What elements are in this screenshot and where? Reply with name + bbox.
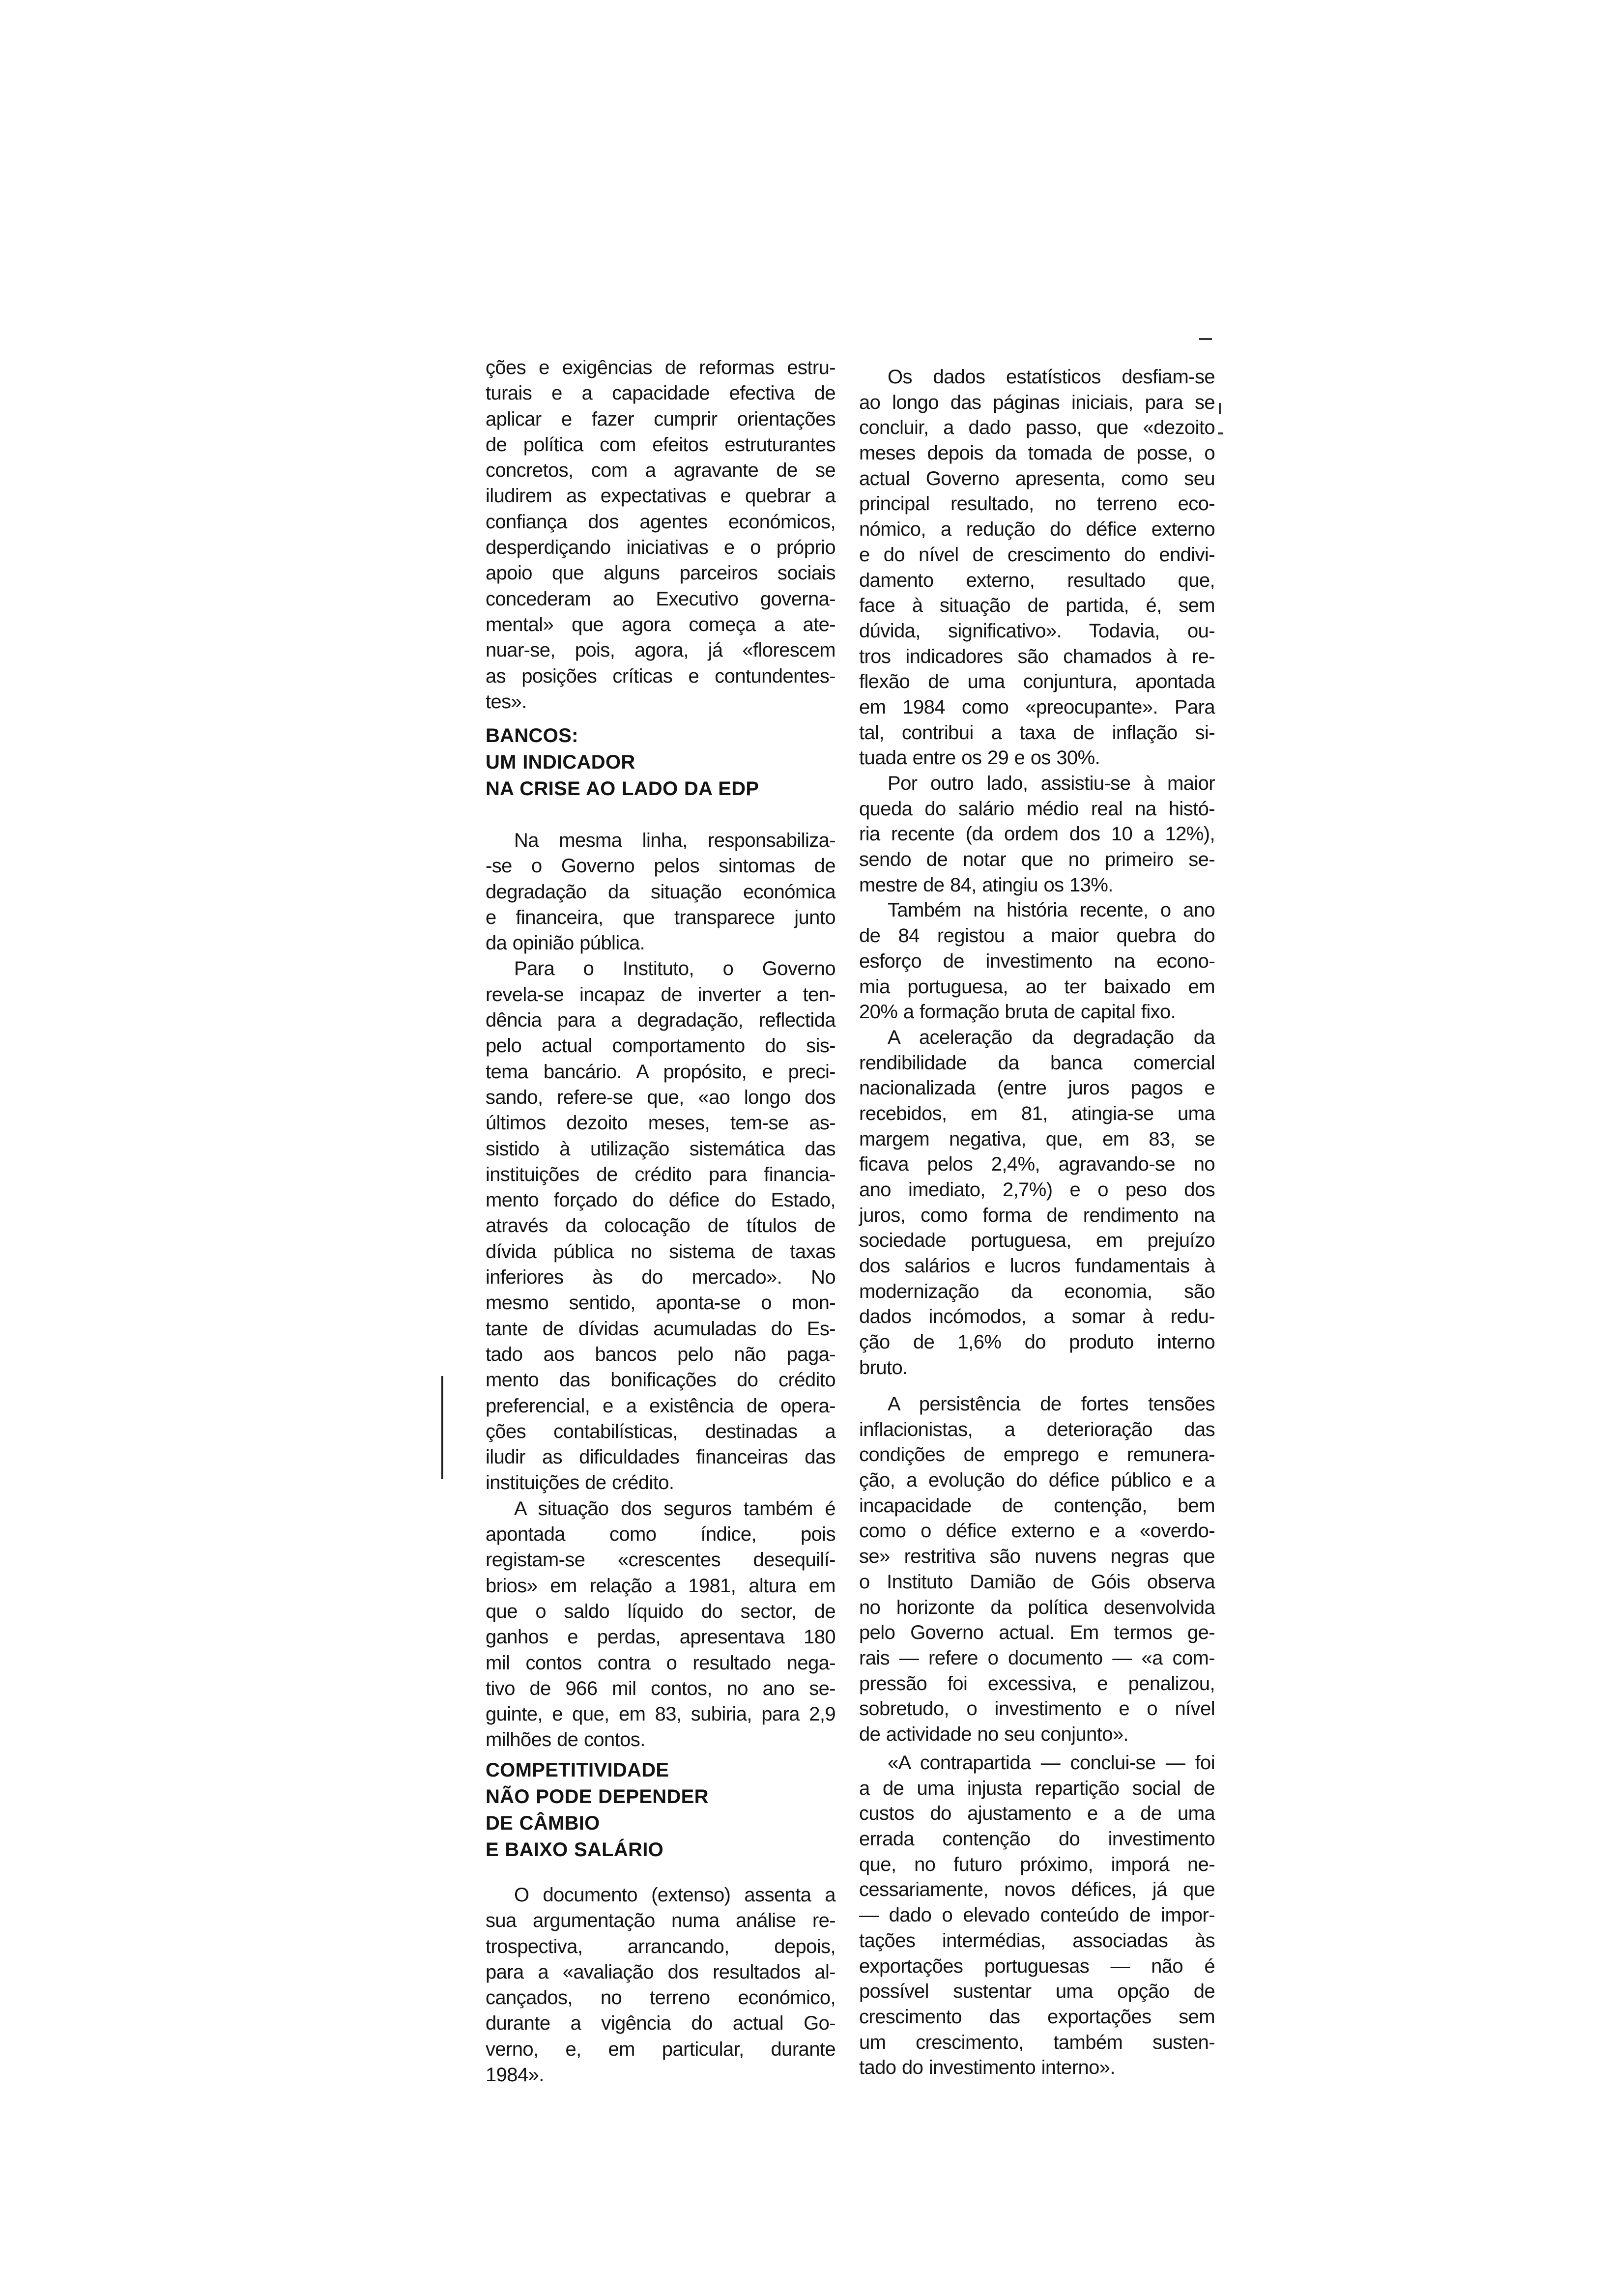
right-column-block-1 (859, 365, 1215, 1381)
text-line: O documento (extenso) assenta a (514, 1884, 835, 1906)
text-line: 1984». (486, 2064, 544, 2086)
text-line: exportações portuguesas — não é (859, 1955, 1215, 1977)
text-line: ção, a evolução do défice público e a (859, 1469, 1215, 1492)
text-line: possível sustentar uma opção de (859, 1980, 1215, 2003)
heading-line: E BAIXO SALÁRIO (486, 1839, 664, 1861)
text-line: tado do investimento interno». (859, 2057, 1115, 2079)
text-line: que, no futuro próximo, imporá ne- (859, 1853, 1215, 1875)
text-line: de actividade no seu conjunto». (859, 1723, 1129, 1745)
text-line: aplicar e fazer cumprir orientações (486, 408, 835, 430)
text-line: iludirem as expectativas e quebrar a (486, 485, 835, 507)
text-line: nómico, a redução do défice externo (859, 518, 1215, 541)
text-line: confiança dos agentes económicos, (486, 511, 835, 533)
scan-speck (1219, 403, 1221, 414)
text-line: bruto. (859, 1356, 908, 1378)
text-line: se» restritiva são nuvens negras que (859, 1546, 1215, 1568)
text-line: A situação dos seguros também é (514, 1497, 835, 1520)
text-line: sando, refere-se que, «ao longo dos (486, 1086, 835, 1108)
text-line: guinte, e que, em 83, subiria, para 2,9 (486, 1703, 835, 1725)
text-line: Por outro lado, assistiu-se à maior (888, 773, 1215, 794)
text-line: concluir, a dado passo, que «dezoito (859, 417, 1215, 439)
text-line: preferencial, e a existência de opera- (486, 1395, 835, 1417)
text-line: verno, e, em particular, durante (486, 2038, 835, 2060)
text-line: e do nível de crescimento do endivi- (859, 544, 1215, 566)
text-line: sistido à utilização sistemática das (486, 1138, 835, 1160)
text-line: em 1984 como «preocupante». Para (859, 696, 1215, 718)
text-line: o Instituto Damião de Góis observa (859, 1571, 1215, 1593)
left-column-block-2 (486, 828, 835, 1753)
text-line: ganhos e perdas, apresentava 180 (486, 1626, 835, 1648)
text-line: apoio que alguns parceiros sociais (486, 562, 835, 584)
text-line: de política com efeitos estruturantes (486, 433, 835, 456)
text-line: concretos, com a agravante de se (486, 459, 835, 482)
text-line: ções contabilísticas, destinadas a (486, 1420, 835, 1442)
text-line: turais e a capacidade efectiva de (486, 382, 835, 404)
text-line: tivo de 966 mil contos, no ano se- (486, 1677, 835, 1699)
heading-line: UM INDICADOR (486, 751, 635, 773)
left-column-block-1 (486, 355, 835, 715)
text-line: últimos dezoito meses, tem-se as- (486, 1112, 835, 1134)
right-column-block-2 (859, 1392, 1215, 1748)
text-line: inferiores às do mercado». No (486, 1266, 835, 1289)
text-line: tema bancário. A propósito, e preci- (486, 1061, 835, 1083)
heading-line: NA CRISE AO LADO DA EDP (486, 778, 759, 800)
text-line: Na mesma linha, responsabiliza- (514, 830, 835, 851)
text-line: mesmo sentido, aponta-se o mon- (486, 1292, 835, 1314)
text-line: tuada entre os 29 e os 30%. (859, 747, 1100, 769)
text-line: que o saldo líquido do sector, de (486, 1600, 835, 1622)
heading-line: NÃO PODE DEPENDER (486, 1786, 709, 1808)
text-line: mil contos contra o resultado nega- (486, 1652, 835, 1674)
text-line: ficava pelos 2,4%, agravando-se no (859, 1153, 1215, 1176)
text-line: dúvida, significativo». Todavia, ou- (859, 620, 1215, 642)
text-line: tes». (486, 690, 527, 713)
text-line: durante a vigência do actual Go- (486, 2012, 835, 2035)
text-line: recebidos, em 81, atingia-se uma (859, 1102, 1215, 1124)
text-line: para a «avaliação dos resultados al- (486, 1961, 835, 1983)
text-line: a de uma injusta repartição social de (859, 1777, 1215, 1799)
text-line: -se o Governo pelos sintomas de (486, 855, 835, 877)
text-line: principal resultado, no terreno eco- (859, 493, 1215, 515)
text-line: nacionalizada (entre juros pagos e (859, 1077, 1215, 1099)
text-line: juros, como forma de rendimento na (859, 1204, 1215, 1226)
text-line: meses depois da tomada de posse, o (859, 442, 1215, 464)
text-line: margem negativa, que, em 83, se (859, 1128, 1215, 1150)
text-line: modernização da economia, são (859, 1280, 1215, 1302)
margin-pencil-mark (441, 1376, 443, 1479)
text-line: Para o Instituto, o Governo (514, 958, 835, 980)
text-line: registam-se «crescentes desequilí- (486, 1549, 835, 1571)
section-heading-bancos (486, 722, 835, 802)
left-column-block-3 (486, 1882, 835, 2088)
text-line: desperdiçando iniciativas e o próprio (486, 537, 835, 559)
text-line: instituições de crédito para financia- (486, 1163, 835, 1185)
text-line: como o défice externo e a «overdo- (859, 1520, 1215, 1542)
text-line: iludir as dificuldades financeiras das (486, 1446, 835, 1468)
section-heading-competitividade (486, 1757, 835, 1863)
scan-speck (1218, 432, 1223, 434)
heading-line: BANCOS: (486, 725, 578, 746)
right-column-block-3 (859, 1751, 1215, 2081)
text-line: através da colocação de títulos de (486, 1215, 835, 1237)
text-line: sua argumentação numa análise re- (486, 1910, 835, 1932)
text-line: pelo Governo actual. Em termos ge- (859, 1622, 1215, 1644)
text-line: mia portuguesa, ao ter baixado em (859, 976, 1215, 998)
text-line: inflacionistas, a deterioração das (859, 1418, 1215, 1440)
text-line: ano imediato, 2,7%) e o peso dos (859, 1179, 1215, 1201)
text-line: cessariamente, novos défices, já que (859, 1879, 1215, 1901)
text-line: instituições de crédito. (486, 1472, 674, 1494)
text-line: tros indicadores são chamados à re- (859, 645, 1215, 667)
text-line: concederam ao Executivo governa- (486, 588, 835, 610)
text-line: um crescimento, também susten- (859, 2031, 1215, 2053)
text-line: da opinião pública. (486, 932, 645, 954)
text-line: dência para a degradação, reflectida (486, 1009, 835, 1032)
text-line: mento das bonificações do crédito (486, 1369, 835, 1391)
text-line: mental» que agora começa a ate- (486, 613, 835, 635)
text-line: «A contrapartida — conclui-se — foi (888, 1752, 1215, 1774)
text-line: sendo de notar que no primeiro se- (859, 849, 1215, 871)
text-line: tal, contribui a taxa de inflação si- (859, 721, 1215, 744)
text-line: flexão de uma conjuntura, apontada (859, 671, 1215, 693)
text-line: ao longo das páginas iniciais, para se (859, 391, 1215, 413)
text-line: actual Governo apresenta, como seu (859, 467, 1215, 489)
heading-line: DE CÂMBIO (486, 1812, 600, 1834)
text-line: milhões de contos. (486, 1729, 645, 1751)
text-line: 20% a formação bruta de capital fixo. (859, 1001, 1176, 1023)
text-line: mestre de 84, atingiu os 13%. (859, 874, 1113, 896)
text-line: Também na história recente, o ano (888, 899, 1215, 921)
text-line: rais — refere o documento — «a com- (859, 1647, 1215, 1669)
text-line: ria recente (da ordem dos 10 a 12%), (859, 823, 1215, 845)
text-line: no horizonte da política desenvolvida (859, 1596, 1215, 1618)
text-line: tado aos bancos pelo não paga- (486, 1343, 835, 1365)
text-line: incapacidade de contenção, bem (859, 1494, 1215, 1517)
text-line: cançados, no terreno económico, (486, 1987, 835, 2009)
text-line: as posições críticas e contundentes- (486, 665, 835, 687)
text-line: custos do ajustamento e a de uma (859, 1803, 1215, 1825)
text-line: queda do salário médio real na histó- (859, 798, 1215, 820)
text-line: dívida pública no sistema de taxas (486, 1240, 835, 1263)
text-line: revela-se incapaz de inverter a ten- (486, 983, 835, 1005)
text-line: trospectiva, arrancando, depois, (486, 1935, 835, 1957)
text-line: crescimento das exportações sem (859, 2006, 1215, 2028)
text-line: tações intermédias, associadas às (859, 1929, 1215, 1952)
text-line: dados incómodos, a somar à redu- (859, 1306, 1215, 1328)
text-line: ção de 1,6% do produto interno (859, 1331, 1215, 1353)
text-line: de 84 registou a maior quebra do (859, 925, 1215, 947)
text-line: pelo actual comportamento do sis- (486, 1035, 835, 1057)
text-line: pressão foi excessiva, e penalizou, (859, 1672, 1215, 1694)
text-line: rendibilidade da banca comercial (859, 1052, 1215, 1074)
text-line: condições de emprego e remunera- (859, 1444, 1215, 1466)
text-line: e financeira, que transparece junto (486, 906, 835, 928)
text-line: errada contenção do investimento (859, 1828, 1215, 1850)
text-line: damento externo, resultado que, (859, 569, 1215, 591)
text-line: degradação da situação económica (486, 881, 835, 903)
text-line: A aceleração da degradação da (888, 1026, 1215, 1048)
text-line: brios» em relação a 1981, altura em (486, 1575, 835, 1597)
text-line: mento forçado do défice do Estado, (486, 1189, 835, 1211)
text-line: sociedade portuguesa, em prejuízo (859, 1230, 1215, 1252)
text-line: nuar-se, pois, agora, já «florescem (486, 639, 835, 661)
text-line: — dado o elevado conteúdo de impor- (859, 1904, 1215, 1926)
heading-line: COMPETITIVIDADE (486, 1759, 669, 1781)
text-line: ções e exigências de reformas estru- (486, 357, 835, 378)
text-line: tante de dívidas acumuladas do Es- (486, 1318, 835, 1340)
text-line: esforço de investimento na econo- (859, 950, 1215, 972)
text-line: A persistência de fortes tensões (888, 1393, 1215, 1415)
scan-speck (1199, 338, 1212, 340)
text-line: apontada como índice, pois (486, 1523, 835, 1546)
text-line: Os dados estatísticos desfiam-se (888, 366, 1215, 388)
text-line: dos salários e lucros fundamentais à (859, 1255, 1215, 1277)
text-line: sobretudo, o investimento e o nível (859, 1698, 1215, 1720)
text-line: face à situação de partida, é, sem (859, 595, 1215, 617)
